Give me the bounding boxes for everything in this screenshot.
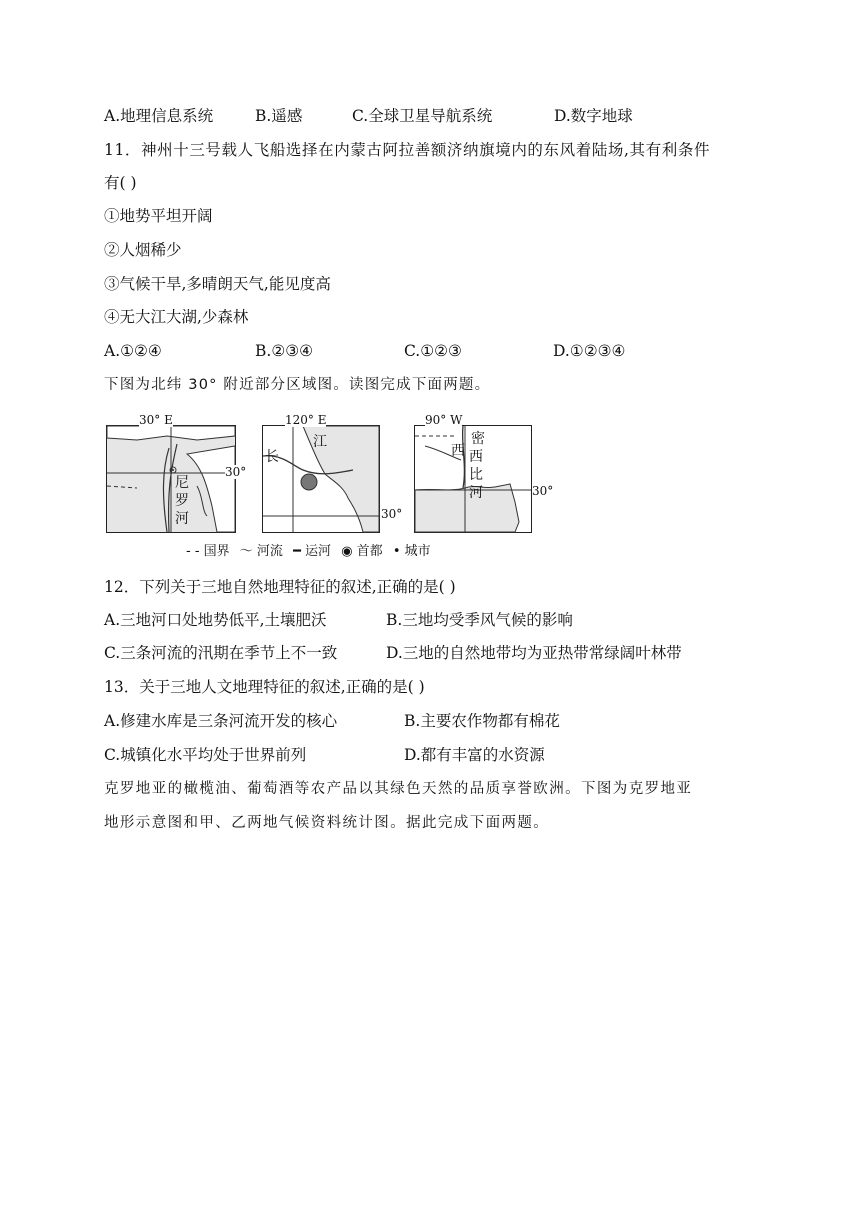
q11-stem-line2: 有( ) [104, 174, 137, 192]
legend-capital: ◉ 首都 [341, 544, 383, 559]
q11-item-1: ①地势平坦开阔 [104, 207, 213, 225]
map-nile [106, 413, 236, 533]
map-nile-lon-label: 30° E [139, 413, 173, 427]
map-mississippi [414, 413, 532, 533]
map-mississippi-river-char-4: 比 [469, 467, 483, 483]
legend-river: 〜 河流 [239, 544, 283, 559]
q10-option-b: B.遥感 [255, 107, 303, 125]
q13-stem: 13．关于三地人文地理特征的叙述,正确的是( ) [104, 678, 425, 696]
q13-option-c: C.城镇化水平均处于世界前列 [104, 746, 307, 764]
q11-option-a: A.①②④ [104, 342, 162, 360]
map-nile-river-char-3: 河 [175, 511, 189, 527]
q11-item-2: ②人烟稀少 [104, 241, 182, 259]
map-nile-drawing [107, 426, 235, 532]
map-yangtze-lat-label: 30° [381, 507, 403, 521]
q13-option-d: D.都有丰富的水资源 [404, 746, 545, 764]
map-legend [186, 540, 437, 559]
q11-stem-line1: 11．神州十三号载人飞船选择在内蒙古阿拉善额济纳旗境内的东风着陆场,其有利条件 [104, 141, 711, 159]
q13-option-b: B.主要农作物都有棉花 [404, 712, 560, 730]
q12-option-a: A.三地河口处地势低平,土壤肥沃 [104, 611, 327, 629]
q12-option-b: B.三地均受季风气候的影响 [386, 611, 573, 629]
q12-option-c: C.三条河流的汛期在季节上不一致 [104, 644, 338, 662]
map-nile-lat-label: 30° [225, 465, 247, 479]
map-yangtze-river-char-2: 江 [313, 434, 327, 450]
q12-option-d: D.三地的自然地带均为亚热带常绿阔叶林带 [386, 644, 682, 662]
map-mississippi-lat-label: 30° [532, 484, 554, 498]
maps-intro: 下图为北纬 30° 附近部分区域图。读图完成下面两题。 [104, 377, 491, 393]
map-mississippi-river-char-5: 河 [469, 485, 483, 501]
map-nile-river-char-2: 罗 [175, 493, 189, 509]
legend-canal: ━ 运河 [293, 544, 332, 559]
q10-option-d: D.数字地球 [554, 107, 633, 125]
map-mississippi-lon-label: 90° W [425, 413, 463, 427]
q11-option-c: C.①②③ [404, 342, 462, 360]
croatia-intro-line1: 克罗地亚的橄榄油、葡萄酒等农产品以其绿色天然的品质享誉欧洲。下图为克罗地亚 [104, 781, 693, 797]
q11-item-4: ④无大江大湖,少森林 [104, 308, 249, 326]
q12-stem: 12．下列关于三地自然地理特征的叙述,正确的是( ) [104, 578, 456, 596]
map-mississippi-river-char-3: 西 [469, 449, 483, 465]
map-yangtze [262, 413, 380, 533]
croatia-intro-line2: 地形示意图和甲、乙两地气候资料统计图。据此完成下面两题。 [104, 815, 550, 831]
q11-item-3: ③气候干旱,多晴朗天气,能见度高 [104, 275, 331, 293]
map-mississippi-river-char-1: 密 [471, 431, 485, 447]
legend-border: - - 国界 [186, 544, 230, 559]
map-mississippi-river-char-2: 西 [451, 443, 465, 459]
map-yangtze-lon-label: 120° E [285, 413, 327, 427]
legend-city: • 城市 [392, 544, 431, 559]
q11-option-d: D.①②③④ [553, 342, 626, 360]
q10-option-a: A.地理信息系统 [104, 107, 214, 125]
q10-option-c: C.全球卫星导航系统 [352, 107, 493, 125]
q13-option-a: A.修建水库是三条河流开发的核心 [104, 712, 338, 730]
map-yangtze-river-char-1: 长 [265, 449, 279, 465]
map-nile-river-char-1: 尼 [175, 475, 189, 491]
q11-option-b: B.②③④ [255, 342, 314, 360]
